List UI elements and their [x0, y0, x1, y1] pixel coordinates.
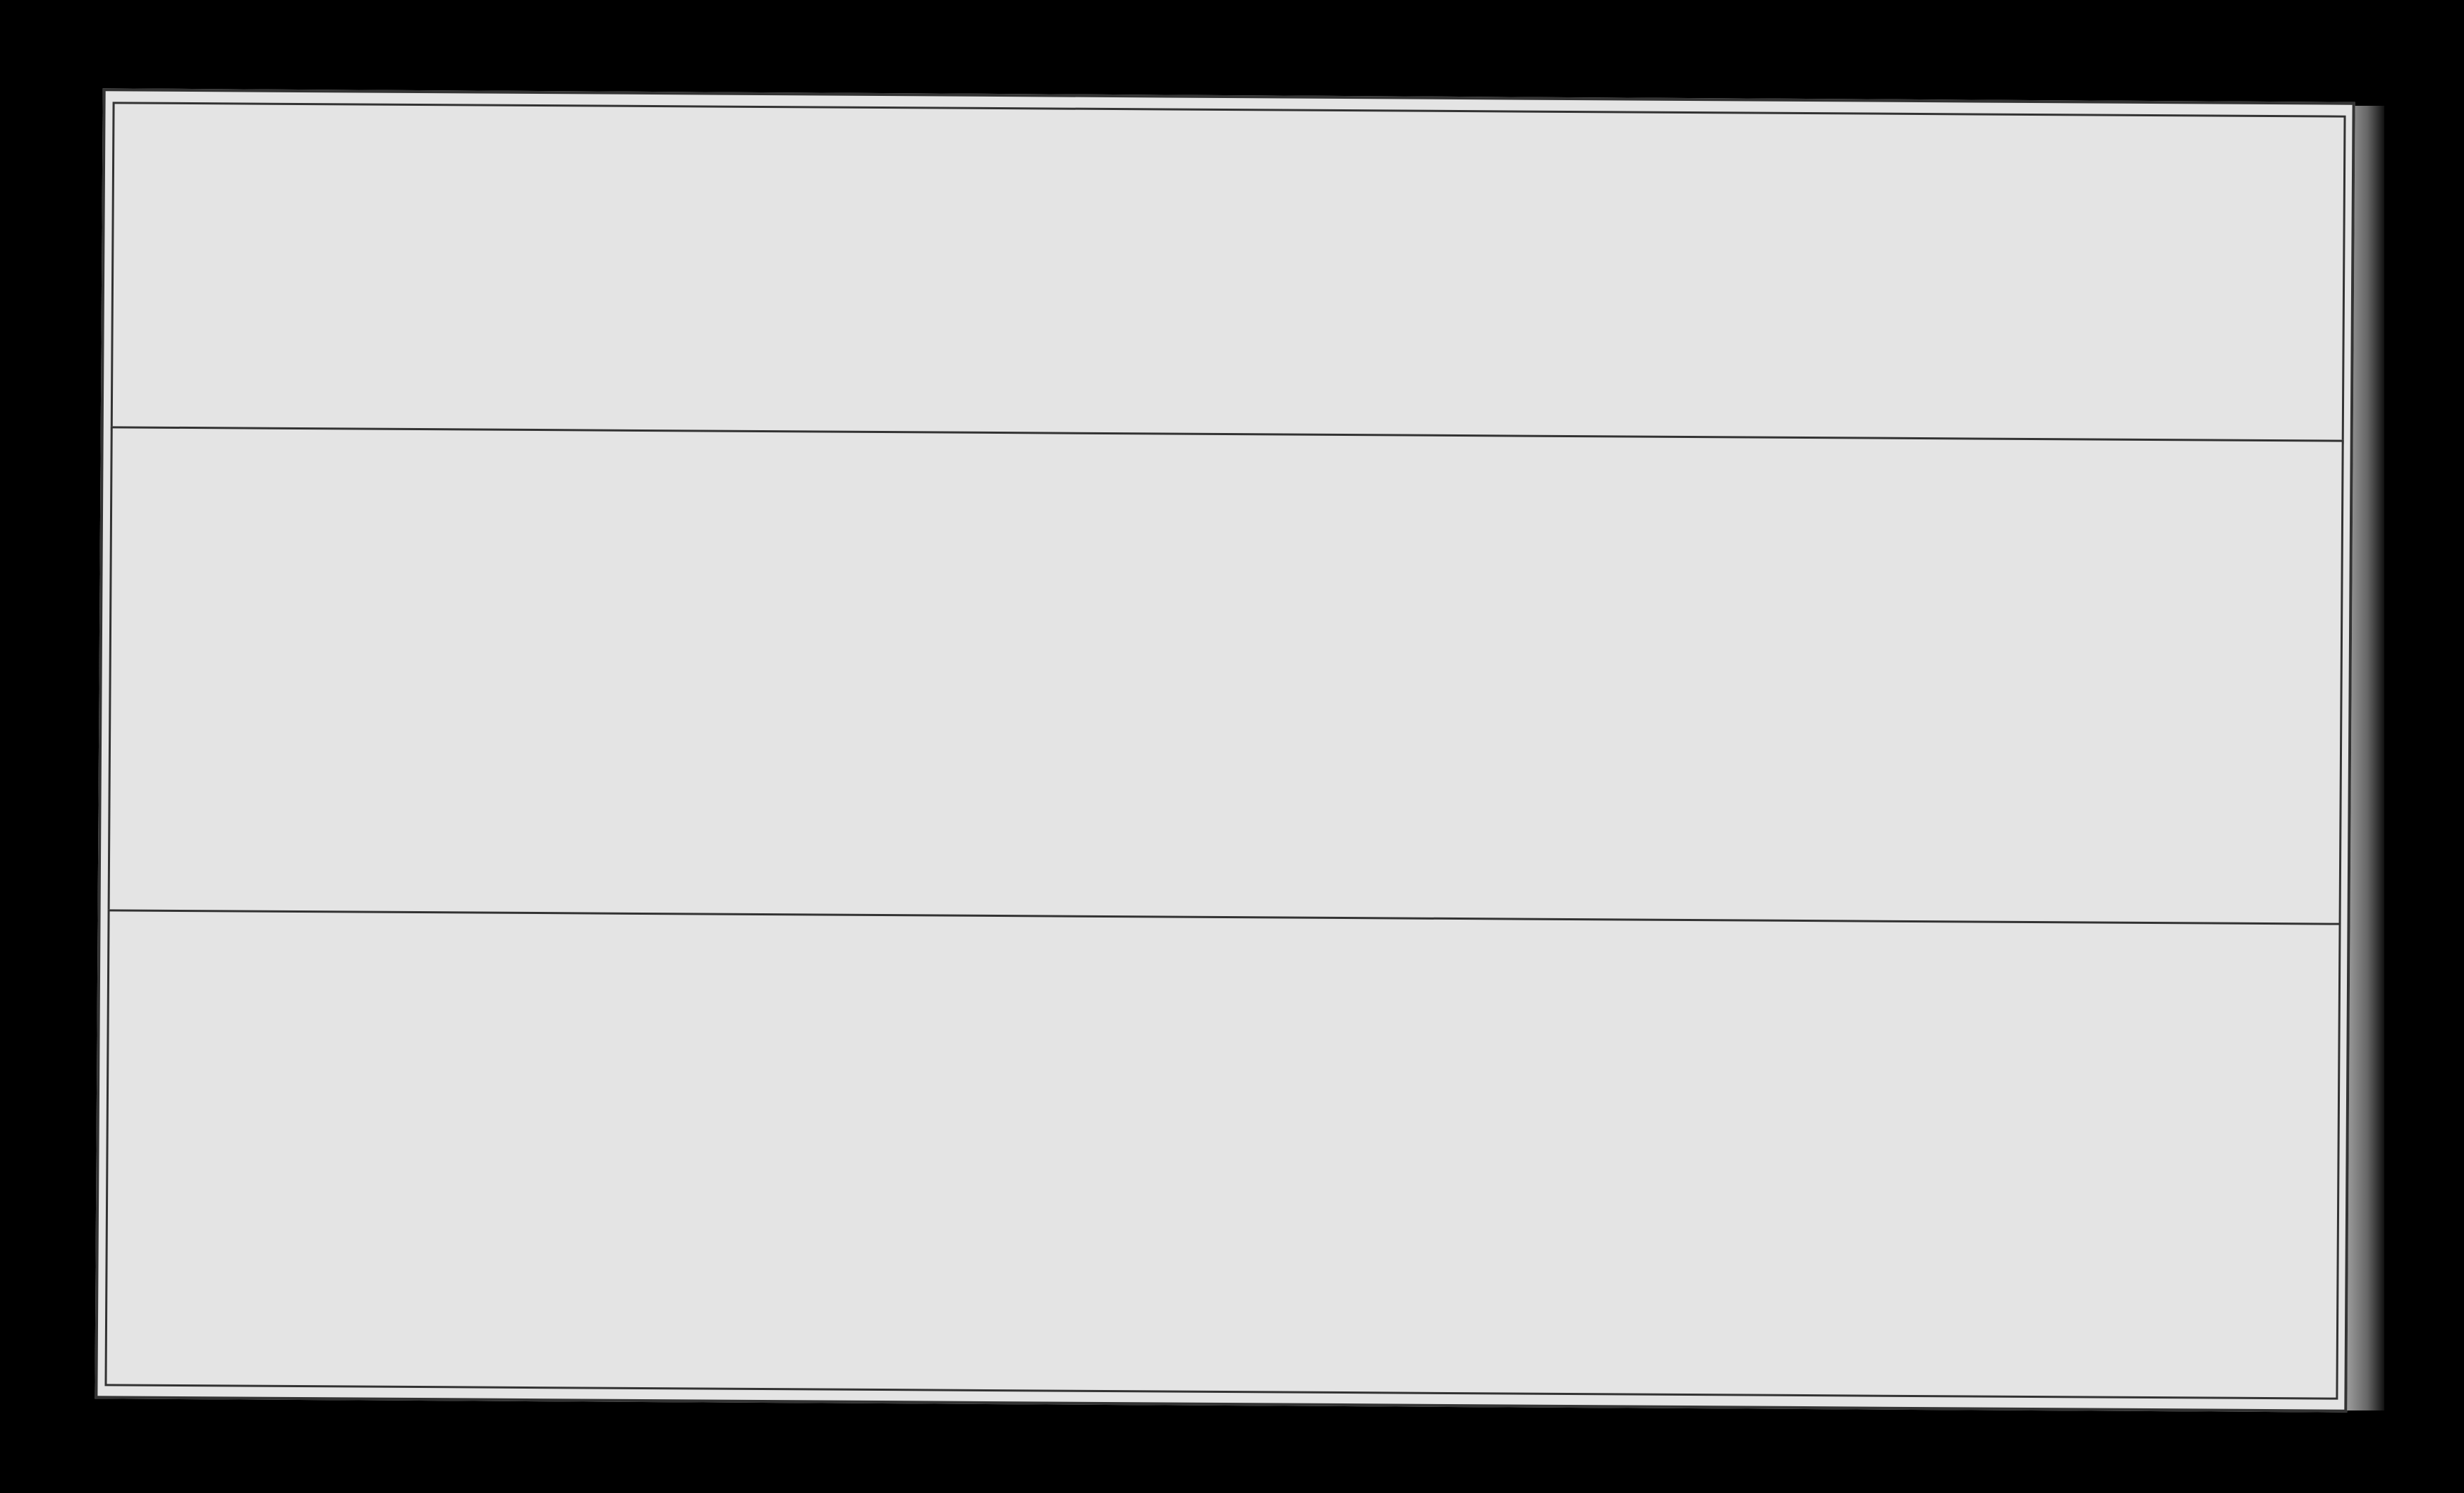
middle-section	[108, 426, 2344, 927]
census-card	[95, 88, 2355, 1412]
rent-table	[104, 909, 2341, 1399]
crop-table	[111, 102, 2346, 444]
